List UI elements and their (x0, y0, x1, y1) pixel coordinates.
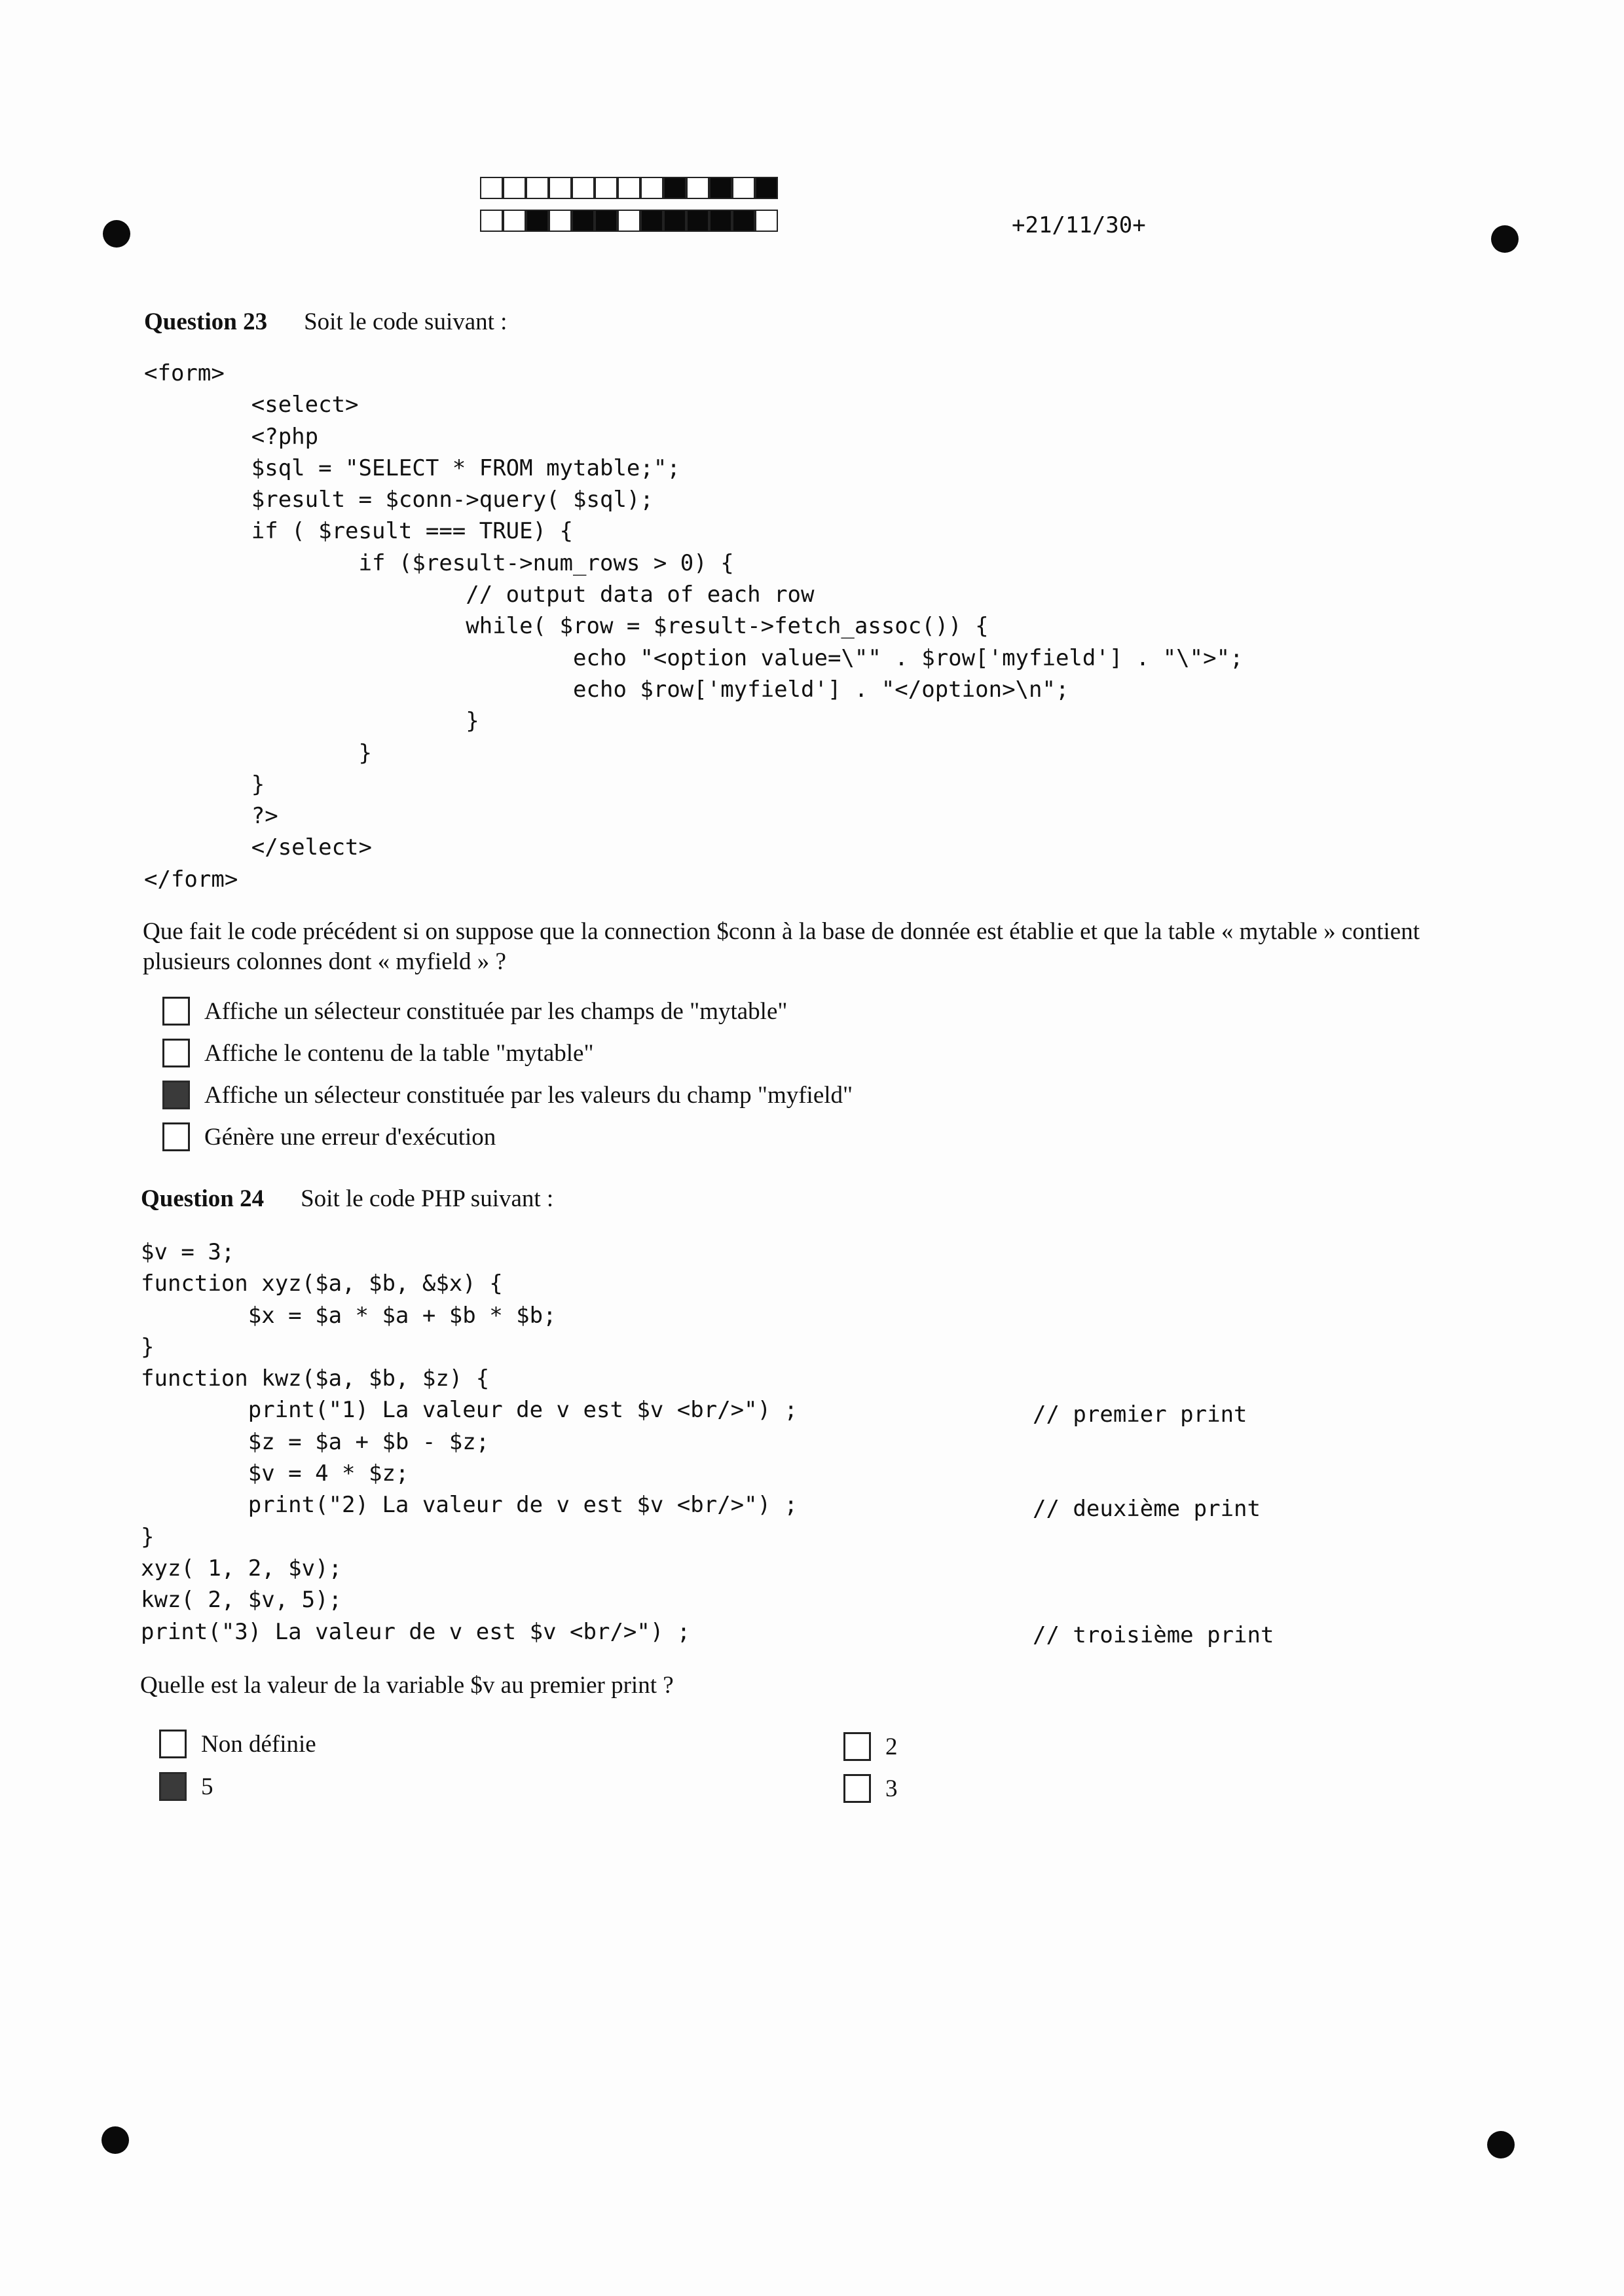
question-24-intro: Soit le code PHP suivant : (301, 1185, 554, 1212)
option-label: 3 (885, 1775, 898, 1802)
question-24-code: $v = 3; function xyz($a, $b, &$x) { $x = $a * $a + $b * $b; } function kwz($a, $b, $z) { print("1) La valeur de v est $v <br/>") ; $z = $a + $b - $z; $v = 4 * $z; print("2) La valeur de v est $v <br/>") ; } xyz( 1, 2, $v); kwz( 2, $v, 5); print("3) La valeur de v est $v <br/>") ; (141, 1239, 798, 1645)
barcode-cell (549, 210, 572, 232)
barcode-cell (663, 177, 686, 199)
barcode-cell (640, 177, 663, 199)
option-label: Non définie (201, 1730, 316, 1758)
question-24-header (141, 1185, 553, 1213)
option-label: Affiche un sélecteur constituée par les valeurs du champ "myfield" (204, 1081, 853, 1109)
registration-mark-bottom-left (101, 2126, 129, 2154)
answer-checkbox[interactable] (162, 1122, 190, 1151)
barcode-cell (480, 177, 503, 199)
question-23-option[interactable] (162, 997, 787, 1026)
barcode-cell (549, 177, 572, 199)
barcode-cell (503, 177, 526, 199)
barcode-cell (663, 210, 686, 232)
option-label: 5 (201, 1773, 213, 1800)
barcode-cell (732, 177, 755, 199)
registration-mark-top-left (103, 220, 130, 248)
question-24-label: Question 24 (141, 1185, 265, 1212)
barcode-cell (640, 210, 663, 232)
barcode-cell (595, 210, 618, 232)
answer-checkbox[interactable] (159, 1772, 187, 1801)
barcode-cell (755, 177, 778, 199)
answer-checkbox[interactable] (843, 1774, 871, 1803)
barcode-cell (526, 210, 549, 232)
answer-checkbox[interactable] (162, 997, 190, 1026)
answer-checkbox[interactable] (159, 1730, 187, 1758)
barcode-cell (686, 210, 709, 232)
question-23-label: Question 23 (144, 308, 268, 335)
barcode-cell (618, 210, 640, 232)
question-24-option[interactable] (843, 1732, 898, 1761)
option-label: Génère une erreur d'exécution (204, 1123, 496, 1151)
registration-mark-top-right (1491, 225, 1519, 253)
barcode-cell (755, 210, 778, 232)
barcode-cell (709, 210, 732, 232)
barcode-cell (732, 210, 755, 232)
question-24-option[interactable] (159, 1772, 213, 1801)
barcode-cell (572, 210, 595, 232)
question-23-header (144, 308, 507, 336)
barcode-cell (480, 210, 503, 232)
code-comment-troisieme-print: // troisième print (1033, 1622, 1274, 1648)
question-23-prompt: Que fait le code précédent si on suppose que la connection $conn à la base de donnée est établie et que la table « mytable » contient plusieurs colonnes dont « myfield » ? (143, 918, 1420, 975)
answer-checkbox[interactable] (843, 1732, 871, 1761)
barcode-row-2 (480, 210, 778, 232)
barcode-cell (686, 177, 709, 199)
registration-mark-bottom-right (1487, 2131, 1515, 2158)
question-24-option[interactable] (843, 1774, 898, 1803)
question-23-intro: Soit le code suivant : (304, 308, 507, 335)
barcode-row-1 (480, 177, 778, 199)
answer-checkbox[interactable] (162, 1039, 190, 1067)
barcode-cell (595, 177, 618, 199)
question-23-option[interactable] (162, 1039, 594, 1067)
question-24-prompt: Quelle est la valeur de la variable $v au premier print ? (140, 1672, 674, 1699)
question-23-option[interactable] (162, 1122, 496, 1151)
code-comment-premier-print: // premier print (1033, 1401, 1247, 1428)
code-comment-deuxieme-print: // deuxième print (1033, 1496, 1261, 1522)
answer-checkbox[interactable] (162, 1081, 190, 1109)
option-label: 2 (885, 1733, 898, 1760)
barcode-cell (618, 177, 640, 199)
barcode-cell (526, 177, 549, 199)
sheet-identifier: +21/11/30+ (1012, 212, 1146, 238)
barcode-cell (503, 210, 526, 232)
barcode-cell (572, 177, 595, 199)
question-23-option[interactable] (162, 1081, 853, 1109)
question-23-code: <form> <select> <?php $sql = "SELECT * FROM mytable;"; $result = $conn->query( $sql); if ( $result === TRUE) { if ($result->num_rows > 0) { // output data of each row while( $row = $result->fetch_assoc()) { echo "<option value=\"" . $row['myfield'] . "\">"; echo $row['myfield'] . "</option>\n"; } } } ?> </select> </form> (144, 360, 1244, 893)
question-24-option[interactable] (159, 1730, 316, 1758)
option-label: Affiche un sélecteur constituée par les champs de "mytable" (204, 997, 788, 1025)
option-label: Affiche le contenu de la table "mytable" (204, 1039, 594, 1067)
barcode-cell (709, 177, 732, 199)
